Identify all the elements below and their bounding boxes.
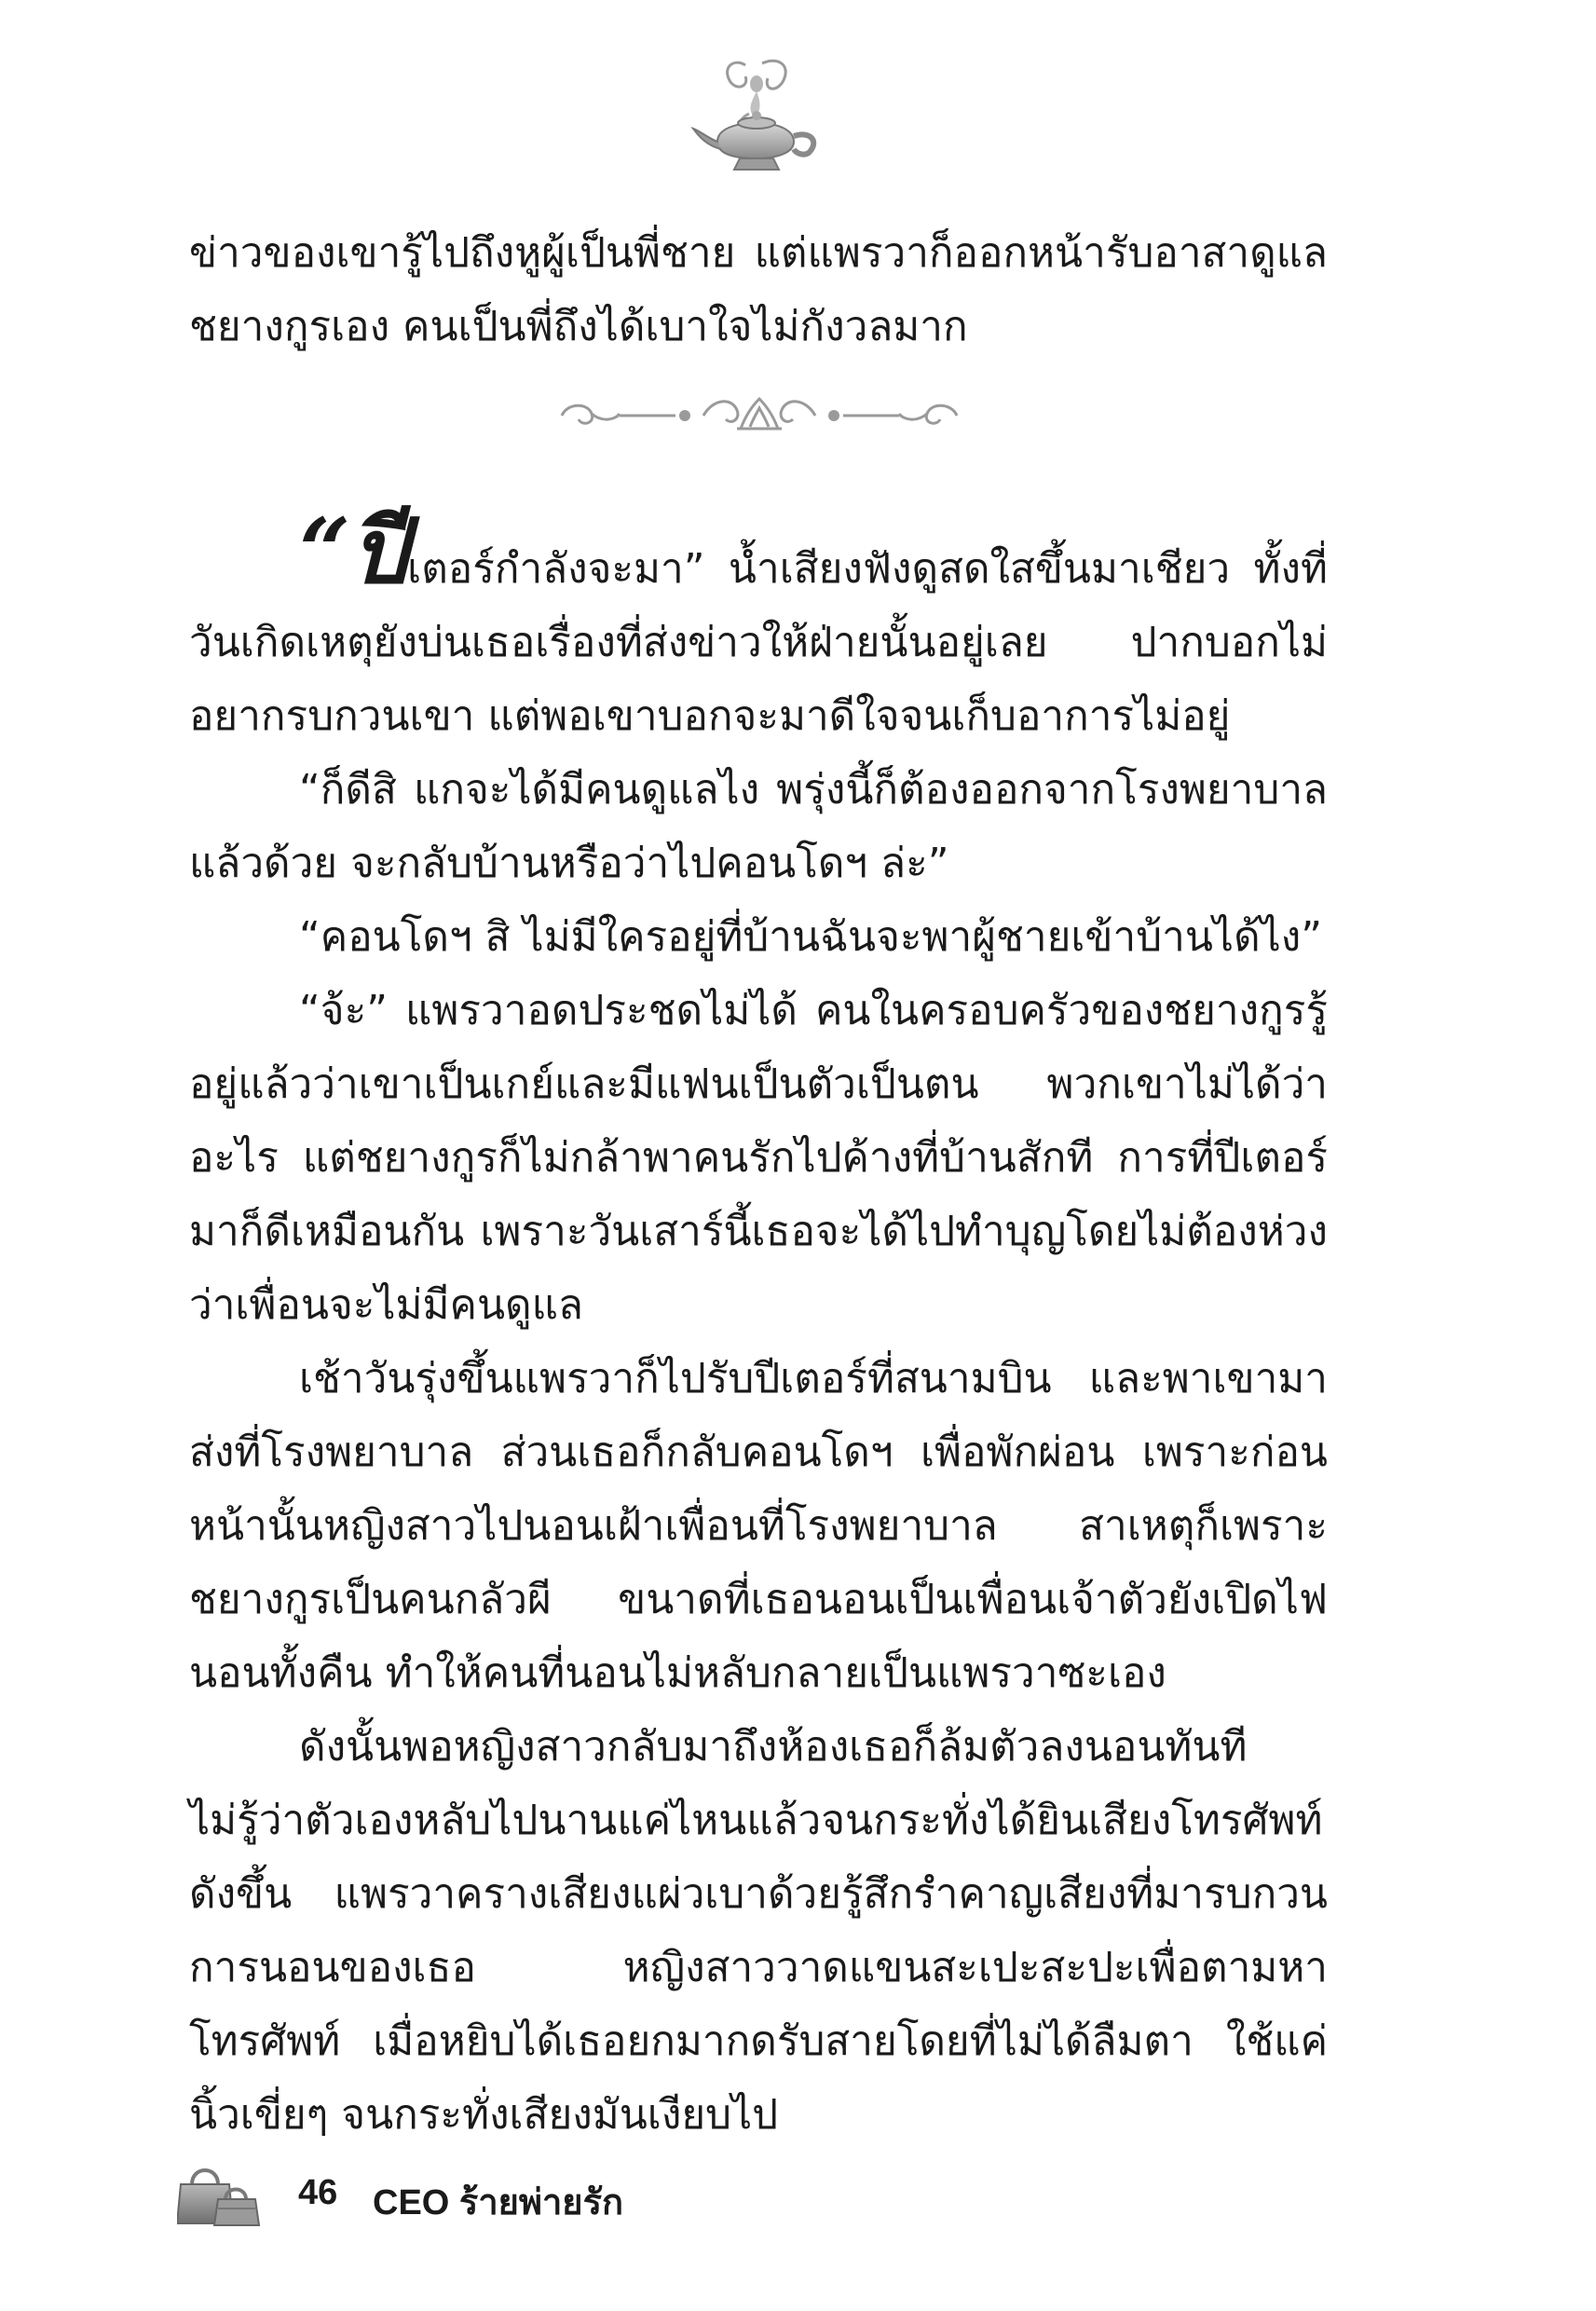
paragraph-3: “ก็ดีสิ แกจะได้มีคนดูแลไง พรุ่งนี้ก็ต้องออกจากโรงพยาบาลแล้วด้วย จะกลับบ้านหรือว่าไปคอนโดฯ ล่ะ” — [189, 766, 1328, 887]
floral-divider-icon — [554, 391, 964, 438]
scene-divider — [189, 371, 1328, 509]
paragraph-2-text: เตอร์กำลังจะมา” น้ำเสียงฟังดูสดใสขึ้นมาเชียว ทั้งที่วันเกิดเหตุยังบ่นเธอเรื่องที่ส่งข่าวให้ฝ่ายนั้นอยู่เลย ปากบอกไม่อยากรบกวนเขา แต่พอเขาบอกจะมาดีใจจนเก็บอาการไม่อยู่ — [189, 545, 1328, 740]
paragraph-4: “คอนโดฯ สิ ไม่มีใครอยู่ที่บ้านฉันจะพาผู้ชายเข้าบ้านได้ไง” — [299, 913, 1323, 961]
book-title: CEO ร้ายพ่ายรัก — [373, 2183, 623, 2222]
body-text — [189, 216, 1328, 2152]
handbags-icon — [177, 2153, 261, 2227]
drop-cap: “ปี — [299, 499, 408, 604]
paragraph-2 — [189, 499, 1328, 753]
genie-lamp-icon — [689, 56, 829, 177]
paragraph-5: “จ้ะ” แพรวาอดประชดไม่ได้ คนในครอบครัวของชยางกูรรู้อยู่แล้วว่าเขาเป็นเกย์และมีแฟนเป็นตัวเป็นตน พวกเขาไม่ได้ว่าอะไร แต่ชยางกูรก็ไม่กล้าพาคนรักไปค้างที่บ้านสักที การที่ปีเตอร์มาก็ดีเหมือนกัน เพราะวันเสาร์นี้เธอจะได้ไปทำบุญโดยไม่ต้องห่วงว่าเพื่อนจะไม่มีคนดูแล — [189, 987, 1328, 1329]
paragraph-7: ดังนั้นพอหญิงสาวกลับมาถึงห้องเธอก็ล้มตัวลงนอนทันที ไม่รู้ว่าตัวเองหลับไปนานแค่ไหนแล้วจนกระทั่งได้ยินเสียงโทรศัพท์ดังขึ้น แพรวาครางเสียงแผ่วเบาด้วยรู้สึกรำคาญเสียงที่มารบกวนการนอนของเธอ หญิงสาววาดแขนสะเปะสะปะเพื่อตามหาโทรศัพท์ เมื่อหยิบได้เธอยกมากดรับสายโดยที่ไม่ได้ลืมตา ใช้แค่นิ้วเขี่ยๆ จนกระทั่งเสียงมันเงียบไป — [189, 1723, 1328, 2139]
page-footer — [177, 2153, 829, 2227]
page-number: 46 — [298, 2173, 338, 2212]
paragraph-6: เช้าวันรุ่งขึ้นแพรวาก็ไปรับปีเตอร์ที่สนามบิน และพาเขามาส่งที่โรงพยาบาล ส่วนเธอก็กลับคอนโดฯ เพื่อพักผ่อน เพราะก่อนหน้านั้นหญิงสาวไปนอนเฝ้าเพื่อนที่โรงพยาบาล สาเหตุก็เพราะชยางกูรเป็นคนกลัวผี ขนาดที่เธอนอนเป็นเพื่อนเจ้าตัวยังเปิดไฟนอนทั้งคืน ทำให้คนที่นอนไม่หลับกลายเป็นแพรวาซะเอง — [189, 1355, 1328, 1697]
paragraph-1: ข่าวของเขารู้ไปถึงหูผู้เป็นพี่ชาย แต่แพรวาก็ออกหน้ารับอาสาดูแลชยางกูรเอง คนเป็นพี่ถึงได้เบาใจไม่กังวลมาก — [189, 229, 1328, 350]
